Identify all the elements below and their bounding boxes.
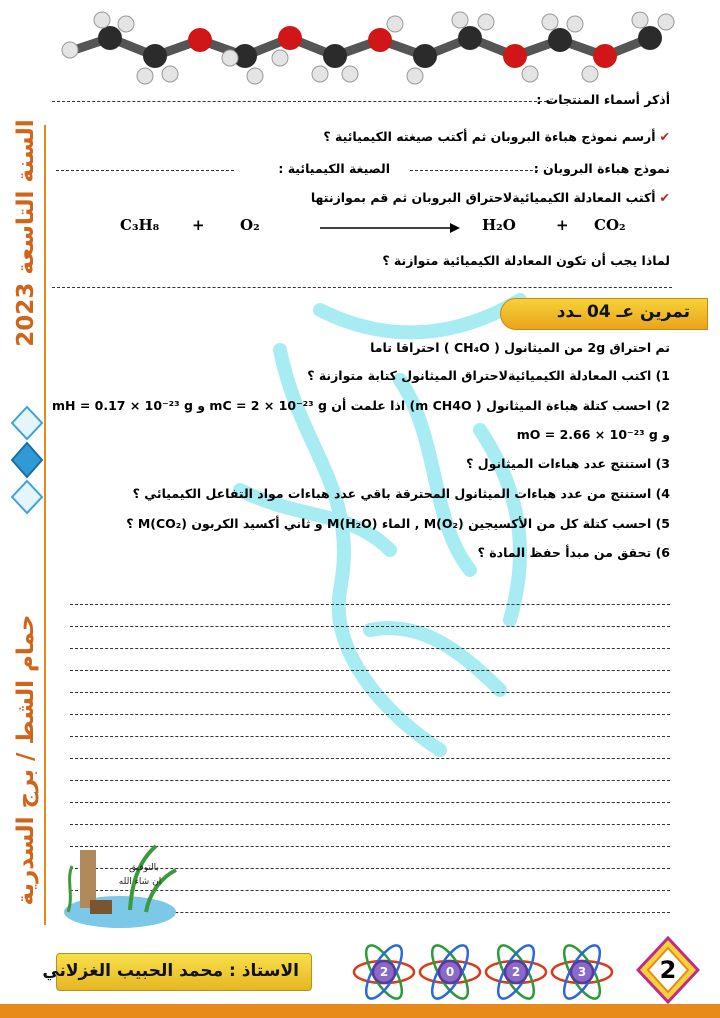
question-model-text: أرسم نموذج هباءة البروبان ثم أكتب صيغته الكيميائية ؟ bbox=[323, 129, 656, 144]
page-number: 2 bbox=[659, 956, 677, 984]
answer-line bbox=[70, 715, 670, 737]
teacher-name-box bbox=[42, 953, 312, 991]
badge-text-1: بالتوفيق bbox=[129, 863, 159, 873]
checkmark-icon: ✔ bbox=[659, 129, 670, 144]
answer-line bbox=[70, 693, 670, 715]
sidebar-school bbox=[8, 595, 44, 925]
exercise-title-banner bbox=[500, 298, 708, 330]
atom-digit: 2 bbox=[511, 965, 521, 979]
answer-line bbox=[70, 627, 670, 649]
badge-text-2: ان شاء الله bbox=[118, 877, 162, 887]
exercise-q3 bbox=[466, 456, 670, 471]
reaction-arrow-icon bbox=[320, 222, 460, 234]
sidebar bbox=[6, 118, 46, 925]
sidebar-school-label: حمام الشط / برج السدرية bbox=[13, 614, 39, 906]
product-water: H₂O bbox=[482, 216, 516, 234]
answer-line bbox=[70, 671, 670, 693]
question-equation-text: أكتب المعادلة الكيميائيةلاحتراق البروبان ثم قم بموازنتها bbox=[310, 190, 656, 205]
reactant-oxygen: O₂ bbox=[240, 216, 260, 234]
answer-line bbox=[70, 605, 670, 627]
answer-line bbox=[70, 759, 670, 781]
answer-line bbox=[70, 781, 670, 803]
checkmark-icon: ✔ bbox=[659, 190, 670, 205]
exercise-q3-text: 3) استنتج عدد هباءات الميثانول ؟ bbox=[466, 456, 670, 471]
atom-year-icons bbox=[350, 940, 620, 1004]
atom-icon bbox=[354, 941, 612, 1004]
molecule-chain-decoration bbox=[50, 8, 680, 90]
model-label: نموذج هباءة البروبان : bbox=[533, 161, 670, 176]
plus-sign: + bbox=[556, 216, 569, 234]
sidebar-year-label: السنة التاسعة 2023 bbox=[13, 118, 39, 347]
exercise-intro bbox=[370, 340, 670, 355]
plus-sign: + bbox=[192, 216, 205, 234]
teacher-name: الاستاذ : محمد الحبيب الغزلاني bbox=[42, 961, 299, 981]
atom-digit: 3 bbox=[577, 965, 587, 979]
bottom-bar bbox=[0, 1004, 720, 1018]
formula-row bbox=[278, 161, 390, 176]
formula-label: الصيغة الكيميائية : bbox=[278, 161, 390, 176]
answer-line bbox=[56, 170, 234, 171]
question-equation bbox=[311, 190, 670, 205]
exercise-q2-cont bbox=[517, 427, 670, 442]
answer-line bbox=[70, 583, 670, 605]
question-why-text: لماذا يجب أن تكون المعادلة الكيميائية متوازنة ؟ bbox=[382, 253, 670, 268]
answer-line bbox=[70, 737, 670, 759]
exercise-q2-text: 2) احسب كتلة هباءة الميثانول ( m CH4O) اذا علمت أن mC = 2 × 10⁻²³ g و mH = 0.17 × 10⁻²³ g bbox=[52, 398, 670, 413]
products-label: أذكر أسماء المنتجات : bbox=[536, 92, 670, 107]
exercise-q6 bbox=[478, 545, 670, 560]
product-co2: CO₂ bbox=[594, 216, 626, 234]
exercise-title: تمرين عـ 04 ـدد bbox=[556, 302, 690, 322]
answer-line bbox=[410, 170, 538, 171]
exercise-q2-cont-text: و mO = 2.66 × 10⁻²³ g bbox=[516, 427, 670, 442]
reactant-propane: C₃H₈ bbox=[120, 216, 160, 234]
answer-line bbox=[70, 803, 670, 825]
atom-digit: 0 bbox=[445, 965, 455, 979]
exercise-q1-text: 1) اكتب المعادلة الكيميائيةلاحتراق الميثانول كتابة متوازنة ؟ bbox=[307, 368, 670, 383]
exercise-q4 bbox=[133, 486, 670, 501]
model-formula-row bbox=[534, 161, 670, 176]
sidebar-year bbox=[8, 118, 44, 347]
exercise-q5 bbox=[126, 516, 670, 531]
products-prompt bbox=[536, 92, 670, 107]
atom-digit: 2 bbox=[379, 965, 389, 979]
question-model bbox=[323, 129, 670, 144]
diamonds-icon bbox=[10, 405, 44, 515]
answer-line bbox=[70, 649, 670, 671]
exercise-q1 bbox=[307, 368, 670, 383]
exercise-q5-text: 5) احسب كتلة كل من الأكسيجين (M(O₂ , الماء (M(H₂O و ثاني أكسيد الكربون (M(CO₂ ؟ bbox=[126, 516, 670, 531]
good-luck-badge bbox=[60, 840, 182, 932]
exercise-q6-text: 6) تحقق من مبدأ حفظ المادة ؟ bbox=[477, 545, 670, 560]
exercise-q2 bbox=[52, 398, 670, 413]
answer-line bbox=[52, 287, 672, 288]
question-why bbox=[382, 253, 670, 268]
combustion-equation bbox=[120, 216, 640, 238]
page-number-badge bbox=[636, 936, 700, 1004]
exercise-q4-text: 4) استنتج من عدد هباءات الميثانول المحترقة باقي عدد هباءات مواد التفاعل الكيميائي ؟ bbox=[132, 486, 670, 501]
answer-line bbox=[52, 101, 552, 102]
exercise-intro-text: تم احتراق 2g من الميثانول ( CH₄O ) احتراقا تاما bbox=[370, 340, 670, 355]
